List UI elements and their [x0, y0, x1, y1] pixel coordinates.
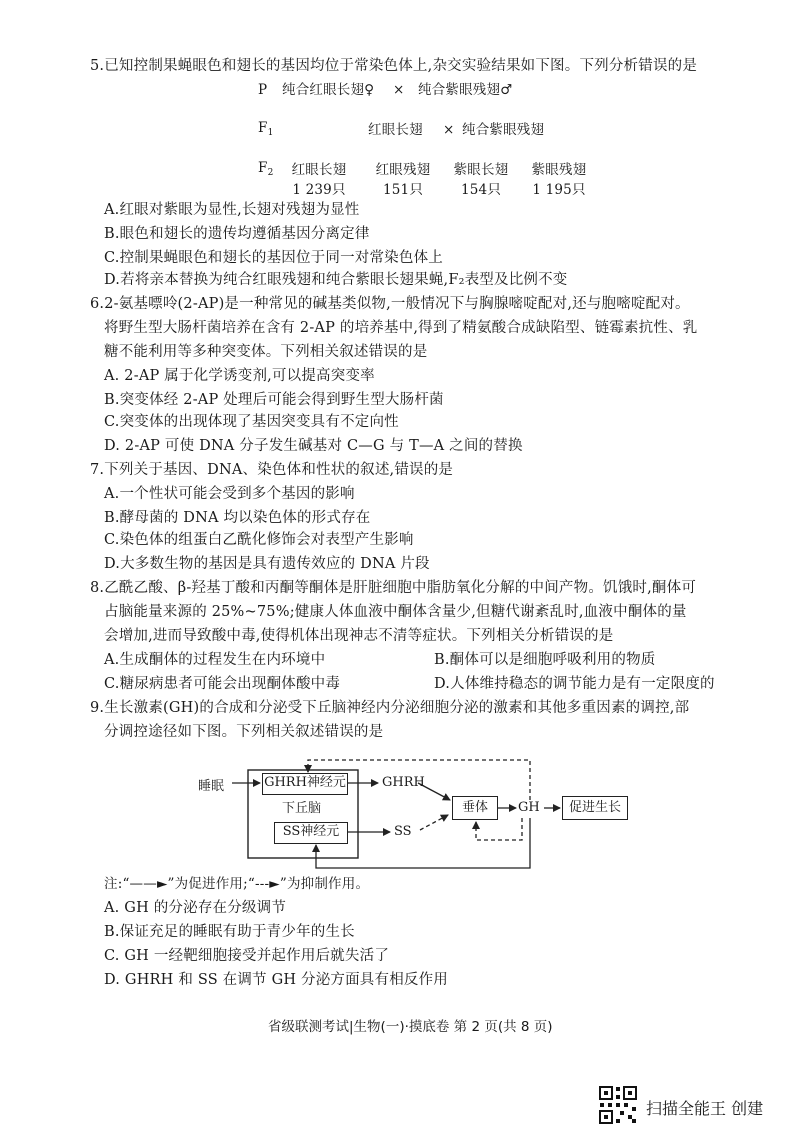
q6-stem-line: 糖不能利用等多种突变体。下列相关叙述错误的是 [104, 344, 428, 360]
q7-stem: 7.下列关于基因、DNA、染色体和性状的叙述,错误的是 [90, 462, 454, 478]
q8-option-b: B.酮体可以是细胞呼吸利用的物质 [434, 652, 656, 668]
q5-f1-offspring: 红眼长翅 [368, 122, 423, 138]
promote-growth-box: 促进生长 [562, 796, 628, 820]
feedback-gh-to-ss [316, 818, 530, 868]
q9-option-b: B.保证充足的睡眠有助于青少年的生长 [104, 924, 355, 940]
q9-option-d: D. GHRH 和 SS 在调节 GH 分泌方面具有相反作用 [104, 972, 449, 988]
q7-option-c: C.染色体的组蛋白乙酰化修饰会对表型产生影响 [104, 532, 414, 548]
f2-count: 1 195只 [532, 182, 586, 198]
f2-phenotype: 红眼残翅 [375, 162, 431, 178]
feedback-gh-to-pituitary [476, 818, 522, 840]
q8-option-c: C.糖尿病患者可能会出现酮体酸中毒 [104, 676, 341, 692]
q5-f1-label: $F_1$ [258, 120, 274, 138]
ghrh-label: GHRH [382, 775, 425, 790]
q9-stem-line: 分调控途径如下图。下列相关叙述错误的是 [104, 724, 384, 740]
q9-diagram-note: 注:“——►”为促进作用;“---►”为抑制作用。 [104, 876, 370, 892]
q7-option-b: B.酵母菌的 DNA 均以染色体的形式存在 [104, 510, 371, 526]
f2-phenotype: 紫眼长翅 [453, 162, 509, 178]
hypothalamus-label: 下丘脑 [282, 801, 322, 816]
ss-label: SS [394, 824, 412, 839]
q6-stem-line: 将野生型大肠杆菌培养在含有 2-AP 的培养基中,得到了精氨酸合成缺陷型、链霉素抗性、乳 [104, 320, 698, 336]
q7-option-d: D.大多数生物的基因是具有遗传效应的 DNA 片段 [104, 556, 430, 572]
q8-option-a: A.生成酮体的过程发生在内环境中 [104, 652, 326, 668]
q8-stem-line: 占脑能量来源的 25%~75%;健康人体血液中酮体含量少,但糖代谢紊乱时,血液中酮体的量 [104, 604, 687, 620]
q6-stem-line: 6.2-氨基嘌呤(2-AP)是一种常见的碱基类似物,一般情况下与胸腺嘧啶配对,还与胞嘧啶配对。 [90, 296, 690, 312]
q6-option-b: B.突变体经 2-AP 处理后可能会得到野生型大肠杆菌 [104, 392, 444, 408]
q7-option-a: A.一个性状可能会受到多个基因的影响 [104, 486, 355, 502]
q9-option-a: A. GH 的分泌存在分级调节 [104, 900, 287, 916]
q5-f1-partner: 纯合紫眼残翅 [462, 122, 545, 138]
sleep-label: 睡眠 [198, 779, 225, 794]
q5-p-female: 纯合红眼长翅♀ [282, 82, 375, 98]
scanner-watermark: 扫描全能王 创建 [646, 1099, 764, 1118]
q5-stem: 5.已知控制果蝇眼色和翅长的基因均位于常染色体上,杂交实验结果如下图。下列分析错误的是 [90, 58, 698, 74]
pituitary-box: 垂体 [452, 796, 498, 820]
q5-cross-symbol: × [393, 82, 405, 98]
q6-option-c: C.突变体的出现体现了基因突变具有不定向性 [104, 414, 399, 430]
f2-phenotype: 紫眼残翅 [531, 162, 587, 178]
q8-stem-line: 会增加,进而导致酸中毒,使得机体出现神志不清等症状。下列相关分析错误的是 [104, 628, 614, 644]
page-footer: 省级联测考试|生物(一)·摸底卷 第 2 页(共 8 页) [268, 1019, 553, 1035]
gh-label: GH [518, 800, 540, 815]
q5-f2-label: $F_2$ [258, 160, 274, 178]
ghrh-neuron-box: GHRH神经元 [262, 773, 348, 795]
q8-option-d: D.人体维持稳态的调节能力是有一定限度的 [434, 676, 715, 692]
q5-p-label: P [258, 82, 268, 98]
q5-option-d: D.若将亲本替换为纯合红眼残翅和纯合紫眼长翅果蝇,F₂表型及比例不变 [104, 272, 568, 288]
qr-code-icon [598, 1085, 638, 1125]
f2-count: 154只 [460, 182, 502, 198]
q5-option-c: C.控制果蝇眼色和翅长的基因位于同一对常染色体上 [104, 250, 443, 266]
arrow-ss-to-pituitary [420, 815, 448, 830]
q5-option-a: A.红眼对紫眼为显性,长翅对残翅为显性 [104, 202, 360, 218]
q9-stem-line: 9.生长激素(GH)的合成和分泌受下丘脑神经内分泌细胞分泌的激素和其他多重因素的调控,部 [90, 700, 690, 716]
f2-count: 1 239只 [292, 182, 346, 198]
q6-option-a: A. 2-AP 属于化学诱变剂,可以提高突变率 [104, 368, 375, 384]
q6-option-d: D. 2-AP 可使 DNA 分子发生碱基对 C—G 与 T—A 之间的替换 [104, 438, 523, 454]
q5-option-b: B.眼色和翅长的遗传均遵循基因分离定律 [104, 226, 370, 242]
f2-count: 151只 [382, 182, 424, 198]
q8-stem-line: 8.乙酰乙酸、β-羟基丁酸和丙酮等酮体是肝脏细胞中脂肪氧化分解的中间产物。饥饿时,酮体可 [90, 580, 697, 596]
q9-option-c: C. GH 一经靶细胞接受并起作用后就失活了 [104, 948, 390, 964]
f2-phenotype: 红眼长翅 [291, 162, 347, 178]
q5-f1-cross-symbol: × [443, 122, 455, 138]
q5-p-male: 纯合紫眼残翅♂ [418, 82, 513, 98]
ss-neuron-box: SS神经元 [274, 822, 348, 844]
